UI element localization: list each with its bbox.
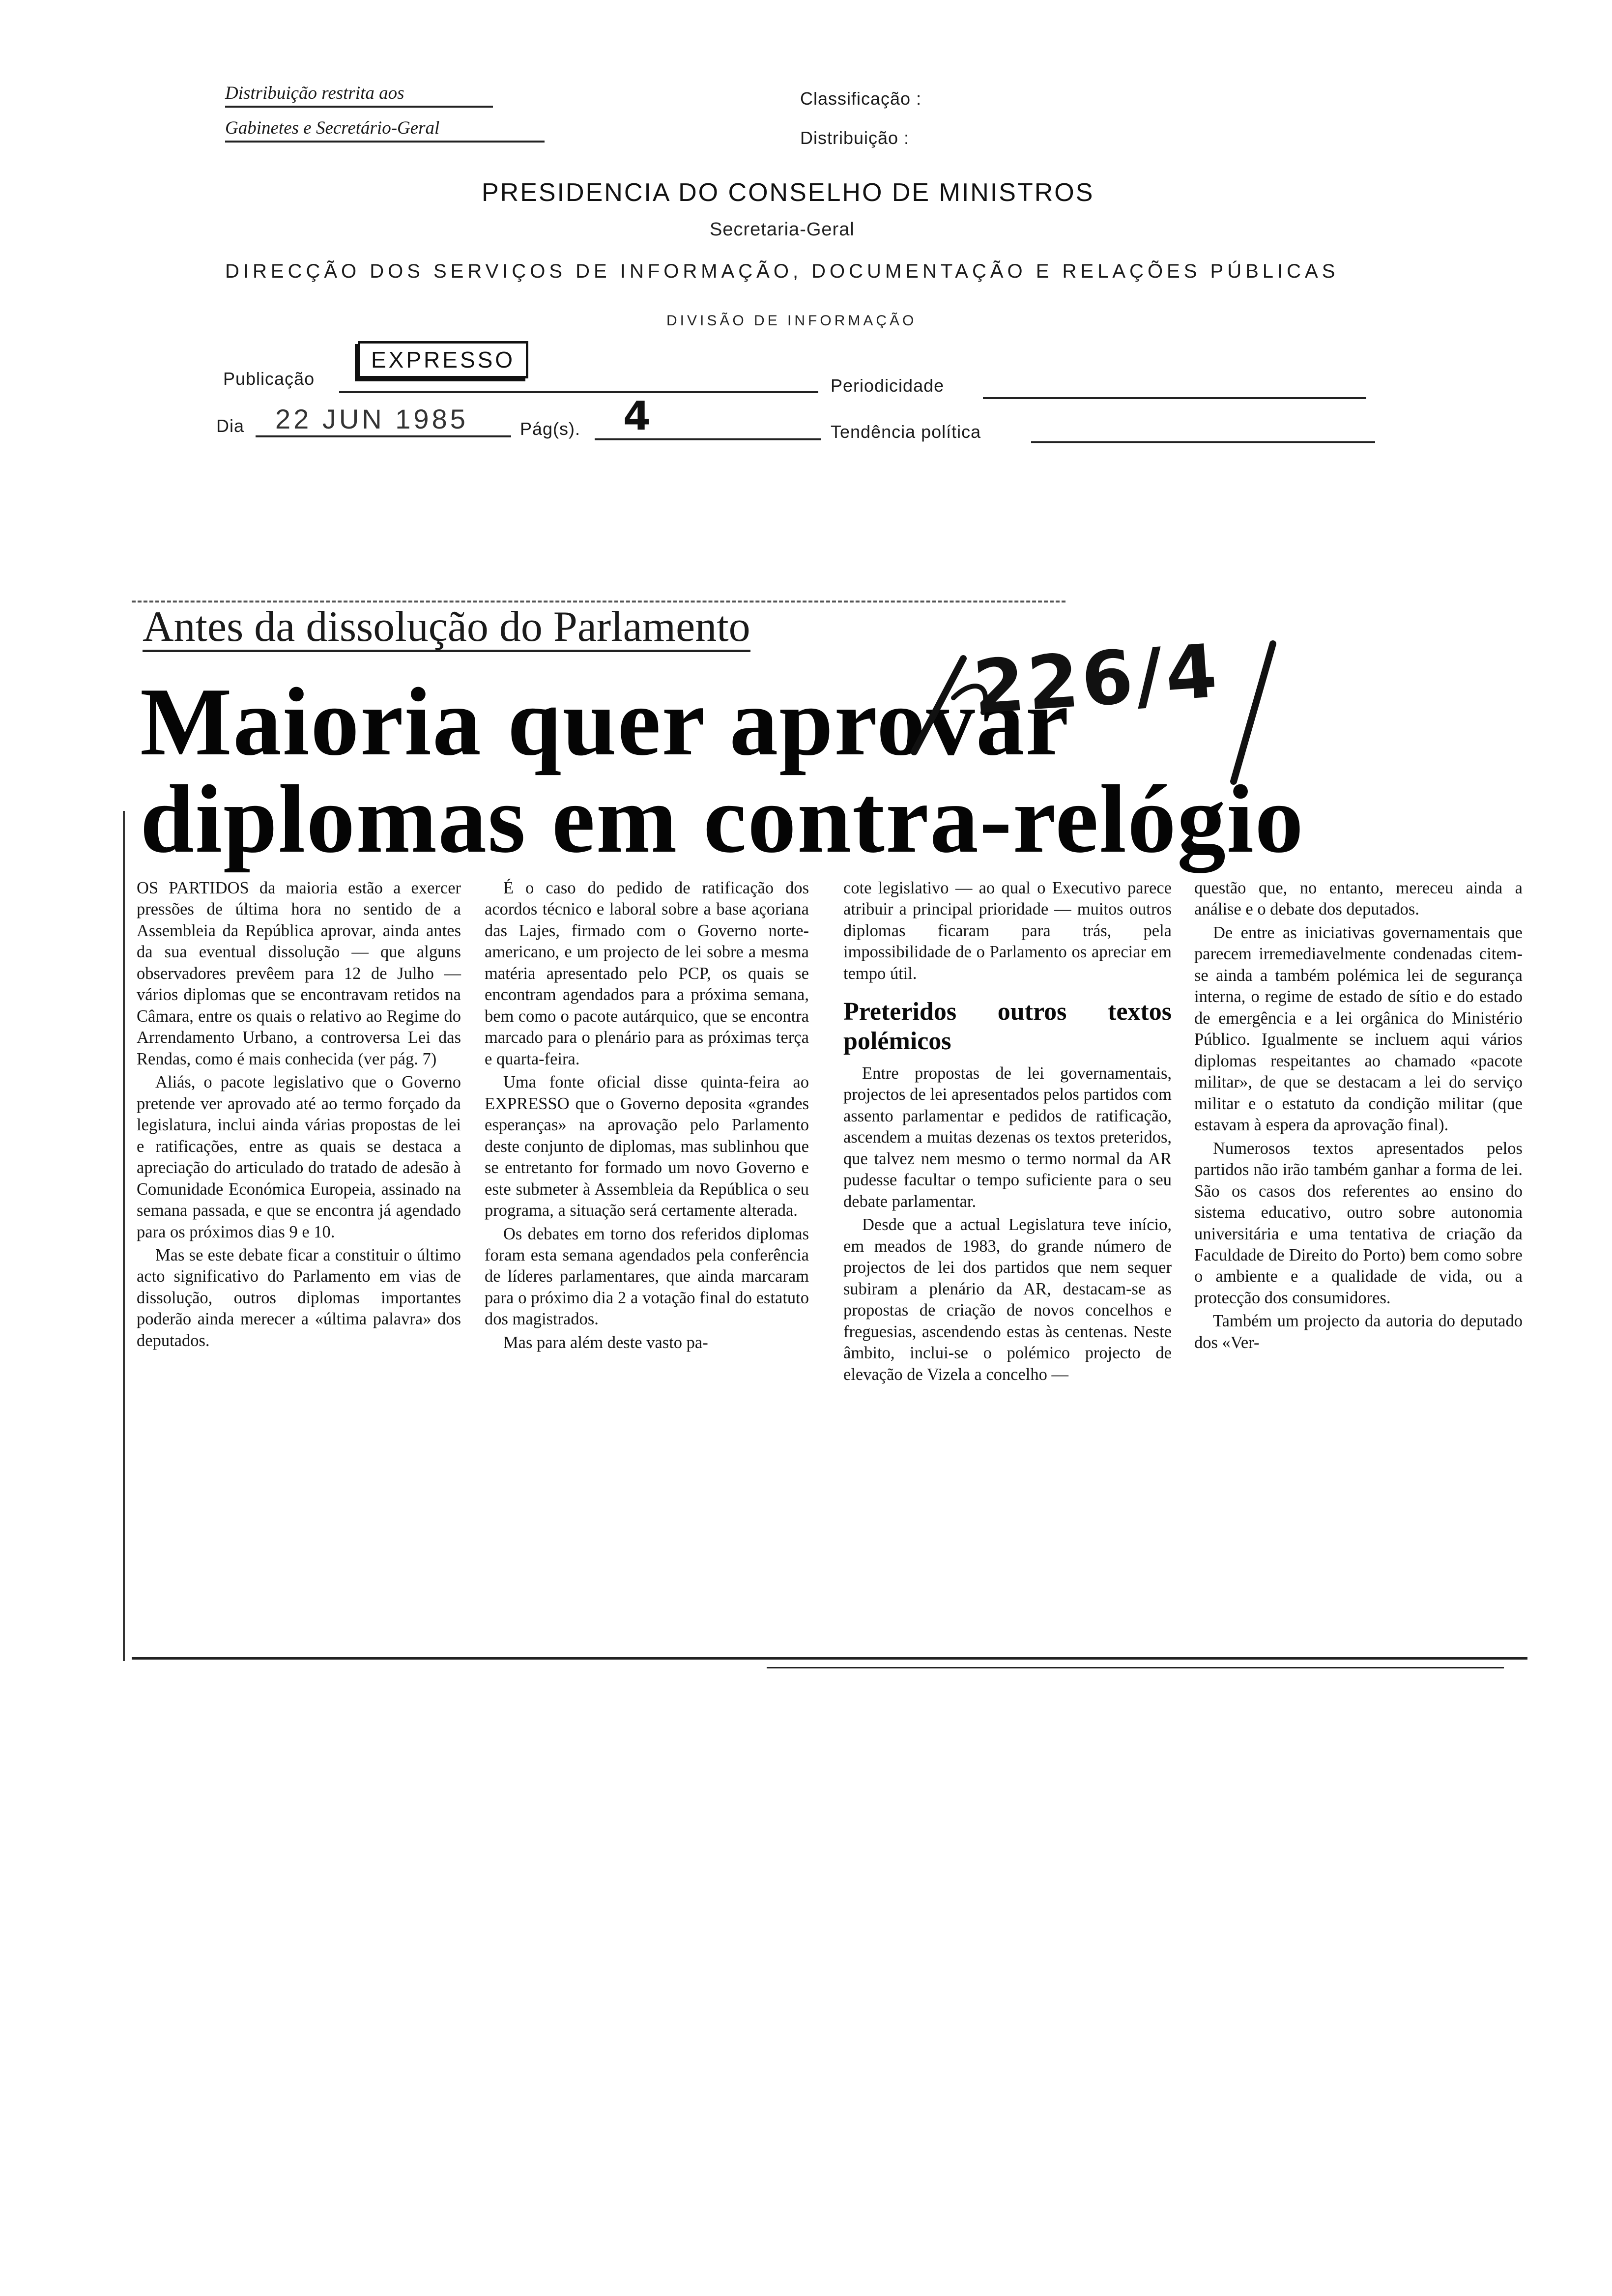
- secretaria-title: Secretaria-Geral: [710, 219, 855, 240]
- dia-value: 22 JUN 1985: [275, 403, 468, 434]
- handwritten-archive-ref: 226/4: [970, 628, 1223, 731]
- classificacao-label: Classificação :: [800, 88, 922, 109]
- pags-label: Pág(s).: [520, 419, 581, 439]
- publicacao-label: Publicação: [223, 369, 315, 389]
- col1-paragraph-3: Mas se este debate ficar a constituir o último acto significativo do Parlamento em vias de dissolução, outros diplomas importantes poderão ainda merecer a «última palavra» dos deputados.: [137, 1245, 461, 1350]
- col1-paragraph-1: OS PARTIDOS da maioria estão a exercer pressões de última hora no sentido de a Assembleia da República aprovar, ainda antes da sua eventual dissolução — que alguns observadores prevêem para 12 de Julho — vários diplomas que se encontravam retidos na Câmara, entre os quais o relativo ao Regime do Arrendamento Urbano, a controversa Lei das Rendas, como é mais conhecida (ver pág. 7): [137, 879, 461, 1068]
- col3-paragraph-3: Desde que a actual Legislatura teve início, em meados de 1983, do grande número de projectos de lei dos partidos que nem sequer subiram a plenário da AR, destacam-se as propostas de criação de novos concelhos e freguesias, ascendendo estas às centenas. Neste âmbito, inclui-se o polémico projecto de elevação de Vizela a concelho —: [843, 1215, 1172, 1384]
- article-column-2: [485, 878, 809, 1355]
- article-column-3: [843, 878, 1172, 1387]
- clipping-bottom-rule-2: [767, 1667, 1504, 1668]
- col4-paragraph-2: De entre as iniciativas governamentais que parecem irremediavelmente condenadas citem-se ainda a também polémica lei de segurança interna, o regime de estado de sítio e do estado de emergência e a lei orgânica do Ministério Público. Igualmente se incluem aqui vários diplomas respeitantes ao chamado «pacote militar», de que se destacam a lei do serviço militar e o estatuto da condição militar (que estavam à espera da aprovação final).: [1194, 923, 1523, 1135]
- restricted-line-1: Distribuição restrita aos: [225, 83, 493, 108]
- col2-paragraph-1: É o caso do pedido de ratificação dos acordos técnico e laboral sobre a base açoriana das Lajes, firmado com o Governo norte-americano, e um projecto de lei sobre a mesma matéria apresentado pelo PCP, os quais se encontram agendados para a próxima semana, bem como o pacote autárquico, que se encontra marcado para o plenário para as próximas terça e quarta-feira.: [485, 879, 809, 1068]
- tendencia-label: Tendência política: [831, 422, 981, 442]
- handwritten-stroke-mark: [894, 639, 1101, 767]
- clipping-bottom-rule: [132, 1657, 1527, 1660]
- article-column-4: [1194, 878, 1523, 1355]
- restricted-distribution-note: [225, 83, 500, 152]
- col4-paragraph-3: Numerosos textos apresentados pelos partidos não irão também ganhar a forma de lei. São os casos dos referentes ao ensino do sistema educativo, outro sobre autonomia universitária e uma tentativa de criação da Faculdade de Direito do Porto) bem como sobre o ambiente e a qualidade de vida, ou a protecção dos consumidores.: [1194, 1139, 1523, 1307]
- publication-stamp: EXPRESSO: [358, 341, 528, 378]
- periodicidade-line: [983, 397, 1366, 399]
- article-column-1: [137, 878, 461, 1353]
- publicacao-line: [339, 391, 818, 393]
- periodicidade-label: Periodicidade: [831, 375, 945, 396]
- col2-paragraph-4: Mas para além deste vasto pa-: [503, 1333, 708, 1352]
- dia-label: Dia: [216, 416, 245, 436]
- clipping-top-edge: [132, 601, 1065, 603]
- left-margin-rule: [123, 811, 125, 1661]
- distribuicao-label: Distribuição :: [800, 128, 910, 148]
- pags-value: 4: [623, 393, 651, 439]
- pags-line: [595, 438, 821, 440]
- col3-subheading: Preteridos outros textos polémicos: [843, 998, 1172, 1056]
- col3-paragraph-1: cote legislativo — ao qual o Executivo parece atribuir a principal prioridade — muitos outros diplomas ficaram para trás, pela impossibilidade de o Parlamento os apreciar em tempo útil.: [843, 879, 1172, 983]
- tendencia-line: [1031, 441, 1375, 443]
- restricted-line-2: Gabinetes e Secretário-Geral: [225, 117, 545, 143]
- headline-line-1: Maioria quer aprovar: [140, 668, 1070, 775]
- col2-paragraph-3: Os debates em torno dos referidos diplomas foram esta semana agendados pela conferência de líderes parlamentares, que ainda marcaram para o próximo dia 2 a votação final do estatuto dos magistrados.: [485, 1224, 809, 1329]
- handwritten-slash-mark: [1219, 639, 1288, 786]
- col1-paragraph-2: Aliás, o pacote legislativo que o Governo pretende ver aprovado até ao termo forçado da legislatura, inclui ainda várias propostas de lei e ratificações, entre as quais se destaca a apreciação do articulado do tratado de adesão à Comunidade Económica Europeia, assinado na semana passada, e que se encontra já agendado para os próximos dias 9 e 10.: [137, 1073, 461, 1241]
- divisao-title: DIVISÃO DE INFORMAÇÃO: [666, 313, 917, 329]
- direccao-title: DIRECÇÃO DOS SERVIÇOS DE INFORMAÇÃO, DOCUMENTAÇÃO E RELAÇÕES PÚBLICAS: [225, 260, 1339, 282]
- ministry-title: PRESIDENCIA DO CONSELHO DE MINISTROS: [482, 178, 1094, 207]
- col4-paragraph-1: questão que, no entanto, mereceu ainda a análise e o debate dos deputados.: [1194, 879, 1523, 919]
- col4-paragraph-4: Também um projecto da autoria do deputado dos «Ver-: [1194, 1312, 1523, 1352]
- dia-line: [256, 435, 511, 437]
- headline-line-2: diplomas em contra-relógio: [140, 765, 1305, 873]
- col3-paragraph-2: Entre propostas de lei governamentais, projectos de lei apresentados pelos partidos com assento parlamentar e pedidos de ratificação, ascendem a muitas dezenas os textos preteridos, que talvez nem mesmo o termo normal da AR pudesse facultar o tempo suficiente para o seu debate parlamentar.: [843, 1063, 1172, 1211]
- article-kicker: Antes da dissolução do Parlamento: [143, 604, 750, 652]
- col2-paragraph-2: Uma fonte oficial disse quinta-feira ao EXPRESSO que o Governo deposita «grandes esperanças» na aprovação pelo Parlamento deste conjunto de diplomas, mas sublinhou que se entretanto for formado um novo Governo e este submeter à Assembleia da República o seu programa, a situação será certamente alterada.: [485, 1073, 809, 1220]
